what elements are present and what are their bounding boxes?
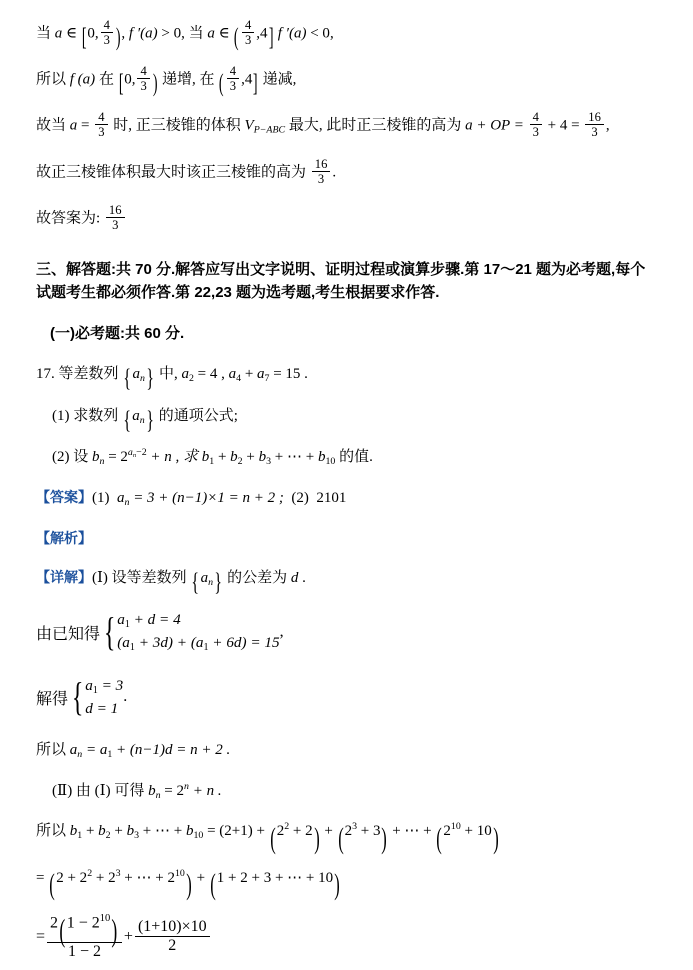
group-plus: + (192, 869, 209, 886)
fraction-4-3-e (95, 110, 107, 139)
seq-a-2: a (132, 407, 140, 424)
known-tail: , (279, 623, 284, 641)
numerator: 4 (244, 18, 252, 32)
answer-an-expr: = 3 + (n−1)×1 = n + 2 ; (129, 490, 284, 507)
plus-3: + (242, 449, 259, 466)
math-line-5 (36, 203, 651, 232)
text-increasing: 递增, 在 (158, 71, 219, 88)
section-heading: 三、解答题:共 70 分.解答应写出文字说明、证明过程或演算步骤.第 17～21 题为必考题,每个试题考生都必须作答.第 22,23 题为选考题,考生根据要求作答. (36, 260, 646, 302)
part-number-2: (2) (52, 449, 70, 466)
part1-text-2: 的通项公式; (154, 407, 238, 424)
t3-exp: 3 (352, 821, 357, 833)
paren-left-f1: ( (59, 911, 66, 948)
part2-b-exp: n (184, 780, 189, 792)
text-maximum: 最大, 此时正三棱锥的高为 (285, 117, 466, 134)
fraction-4-3-c (137, 64, 149, 93)
brace-left-3: { (191, 566, 200, 596)
question-17-part-2 (36, 446, 651, 470)
answer-line (36, 487, 651, 511)
plus-1: + (241, 366, 258, 383)
denominator: 3 (137, 78, 149, 93)
period-1: . (332, 164, 337, 181)
denominator: 3 (101, 32, 113, 47)
belongs-to-1: ∈ (66, 25, 78, 42)
exp-n: n (132, 452, 137, 460)
solve-case-2 (85, 698, 123, 720)
solve-case1-a: a (85, 676, 93, 694)
text-decreasing: 递减, (258, 71, 297, 88)
text-on-1: 在 (95, 71, 118, 88)
fraction-16-3-b (312, 157, 331, 186)
range-left-3: 0, (124, 71, 136, 88)
an-formula-line (36, 739, 651, 763)
bracket-left-2: ( (234, 22, 240, 52)
a4: a (228, 366, 237, 383)
sum-plus-3: + (320, 823, 337, 840)
question-17-stem (36, 363, 651, 393)
part-2-lead-line (36, 780, 651, 804)
frac-eq: = (36, 927, 46, 945)
an-rest: + (n−1)d = n + 2 . (112, 741, 231, 758)
a2: a (181, 366, 189, 383)
b10-sub: 10 (325, 456, 336, 468)
solve-case2: d = 1 (85, 699, 119, 717)
inequality-2: < 0 (310, 25, 330, 42)
paren-left-t3: ( (337, 821, 344, 855)
sum-b10: b (185, 823, 194, 840)
an-sub: n (77, 748, 83, 760)
brace-right-1: } (146, 363, 154, 393)
grouped-sum-line (36, 867, 651, 902)
section-heading-block (36, 258, 651, 305)
numerator (47, 911, 122, 948)
known-case-2 (117, 632, 279, 655)
fraction-16-3-a (585, 110, 604, 139)
var-a-1: a (54, 25, 63, 42)
sum-b1-sub: 1 (77, 830, 83, 842)
group-eq: = (36, 869, 49, 886)
a2-sub: 2 (188, 373, 194, 385)
detail-a-sub: n (208, 577, 214, 589)
analysis-line (36, 528, 651, 551)
solve-case-1 (85, 675, 123, 698)
text-therefore-1: 所以 (36, 71, 70, 88)
sum-eq: = (2+1) + (203, 823, 269, 840)
text-conclusion: 故正三棱锥体积最大时该正三棱锥的高为 (36, 164, 310, 181)
t3-base: 2 (344, 823, 353, 840)
solve-tail: . (123, 688, 128, 706)
function-f-a: f (a) (69, 71, 96, 88)
g1-a: 2 + 2 (56, 869, 88, 886)
denominator: 3 (530, 124, 542, 139)
part2-text-1: 设 (69, 449, 93, 466)
derivative-expr-1: f ′(a) (128, 25, 158, 42)
b-n: b (92, 449, 100, 466)
numerator: 4 (532, 110, 539, 125)
detail-intro-line (36, 566, 651, 596)
detail-a: a (200, 570, 209, 587)
fraction-4-3-a (101, 18, 113, 47)
sum-ellipsis: + ⋯ + (139, 823, 186, 840)
denominator: 3 (242, 32, 254, 47)
g2: 1 + 2 + 3 + ⋯ + 10 (216, 869, 334, 886)
var-a-2: a (207, 25, 215, 42)
separator-1: , (121, 25, 129, 42)
g1-exp2: 3 (115, 867, 121, 879)
known-case-1 (117, 609, 279, 632)
brace-left-1: { (123, 363, 132, 393)
solve-case1-rest: = 3 (97, 676, 124, 694)
t10-exp: 10 (450, 821, 461, 833)
inequality-1: > 0 (161, 25, 182, 42)
known-cases (117, 609, 279, 656)
answer-part-1-number: (1) (92, 490, 110, 507)
numerator: 4 (140, 64, 147, 79)
paren-left-t2: ( (269, 821, 276, 855)
sum-b2-sub: 2 (105, 830, 111, 842)
g1-b: + 2 (92, 869, 116, 886)
known-system-line (36, 609, 651, 656)
known-lead: 由已知得 (36, 625, 101, 643)
part2-b-tail: + n . (188, 782, 222, 799)
b1-sub: 1 (209, 456, 215, 468)
bracket-left-4: ( (219, 68, 224, 98)
b3: b (258, 449, 267, 466)
text-volume-lead: 时, 正三棱锥的体积 (109, 117, 245, 134)
denominator: 3 (585, 124, 604, 139)
bracket-left-3: [ (118, 68, 124, 98)
ellipsis-1: + ⋯ + (271, 449, 318, 466)
exponent-group-1 (128, 447, 147, 458)
detail-period: . (298, 570, 306, 587)
fraction-16-3-c (106, 203, 125, 232)
b10: b (317, 449, 326, 466)
paren-left-t10: ( (436, 821, 443, 855)
sum-lead: 所以 (36, 823, 70, 840)
plus-2: + (214, 449, 231, 466)
bracket-right-3: ) (152, 68, 158, 98)
derivative-expr-2: f ′(a) (277, 25, 307, 42)
t10-rest: + 10 (460, 823, 492, 840)
brace-right-3: } (214, 566, 223, 596)
exp-a: a (127, 447, 133, 459)
an-sub2: 1 (107, 748, 113, 760)
equals-2: = 2 (104, 449, 128, 466)
text-when-1: 当 (36, 25, 55, 42)
equals-1: = (77, 117, 94, 134)
comma-1: , (329, 25, 334, 42)
part2-b-eq: = 2 (160, 782, 185, 799)
an-a: a (69, 741, 78, 758)
volume-subscript: P−ABC (253, 124, 286, 136)
answer-tag: 【答案】 (36, 489, 92, 506)
denominator: 1 − 2 (47, 942, 122, 961)
brace-left-2: { (123, 404, 131, 434)
math-line-1 (36, 18, 651, 52)
range-left-1: 0, (87, 25, 99, 42)
frac1-exp: 10 (99, 912, 111, 924)
frac-plus: + (123, 927, 133, 945)
answer-part-2-number: (2) (291, 490, 309, 507)
comma-2: , (605, 117, 610, 134)
numerator: 16 (588, 110, 601, 125)
part2-text-2: 的值. (335, 449, 373, 466)
case1-a: a (117, 610, 125, 628)
bracket-left-1: [ (81, 22, 87, 52)
solve-case1-sub: 1 (92, 684, 98, 696)
frac1-inner: 1 − 2 (66, 914, 100, 932)
brace-system-2: { (71, 674, 84, 720)
case2-mid: + 3d) + (a (134, 634, 204, 652)
part1-text-1: 求数列 (69, 407, 123, 424)
denominator: 3 (106, 217, 125, 232)
numerator: 4 (103, 18, 110, 32)
belongs-to-2: ∈ (218, 25, 230, 42)
sum-b2: b (98, 823, 106, 840)
a4-sub: 4 (236, 373, 242, 385)
case2-rest: + 6d) = 15 (208, 634, 280, 652)
fraction-geometric (47, 913, 122, 961)
denominator: 3 (312, 171, 331, 186)
detail-d: d (290, 570, 299, 587)
denominator: 3 (227, 78, 239, 93)
paren-left-g2: ( (210, 868, 216, 902)
sum-b3-sub: 3 (134, 830, 140, 842)
denominator: 2 (135, 936, 210, 955)
solve-cases (85, 675, 123, 720)
b2: b (230, 449, 238, 466)
sum-b3: b (126, 823, 135, 840)
a2-value: = 4 , (193, 366, 229, 383)
analysis-tag: 【解析】 (36, 529, 92, 546)
fraction-4-3-d (227, 64, 239, 93)
numerator: 4 (229, 64, 237, 79)
volume-symbol: V (244, 117, 254, 134)
case2-a: (a (117, 634, 130, 652)
stem-text-1: 等差数列 (54, 366, 123, 383)
fraction-4-3-f (530, 110, 542, 139)
detail-intro-mid: 的公差为 (223, 570, 291, 587)
fraction-arithmetic (135, 918, 210, 955)
answer-an: a (117, 490, 125, 507)
a7-value: = 15 . (269, 366, 308, 383)
numerator: 16 (108, 202, 122, 217)
paren-right-t3: ) (381, 821, 388, 855)
paren-right-t10: ) (492, 821, 499, 855)
b2-sub: 2 (237, 456, 243, 468)
plus-n-1: + n , 求 (146, 449, 202, 466)
bracket-right-2: ] (268, 22, 274, 52)
math-line-3 (36, 110, 651, 139)
case2-sub2: 1 (203, 641, 209, 653)
detail-intro-text: (Ⅰ) 设等差数列 (92, 570, 191, 587)
range-right-2: ,4 (256, 25, 268, 42)
t2-exp: 2 (284, 821, 290, 833)
sum-plus-1: + (82, 823, 99, 840)
t2-base: 2 (276, 823, 285, 840)
a7-sub: 7 (264, 373, 270, 385)
paren-left-g1: ( (49, 868, 55, 902)
solve-lead: 解得 (36, 690, 69, 708)
t10-base: 2 (443, 823, 451, 840)
paren-right-g2: ) (334, 868, 340, 902)
part2-b: b (148, 782, 156, 799)
b1: b (201, 449, 210, 466)
answer-an-sub: n (124, 496, 130, 508)
sum-b1: b (69, 823, 78, 840)
an-lead: 所以 (36, 741, 70, 758)
range-right-4: ,4 (241, 71, 253, 88)
an-eq: = a (82, 741, 108, 758)
g1-exp3: 10 (174, 867, 185, 879)
sum-ellipsis-2: + ⋯ + (388, 823, 436, 840)
bracket-right-1: ) (115, 22, 121, 52)
part2-b-sub: n (155, 789, 161, 801)
height-expr: a + OP = (465, 117, 528, 134)
part-number-1: (1) (52, 407, 70, 424)
sum-expansion-line (36, 820, 651, 855)
stem-text-2: 中, (155, 366, 182, 383)
brace-right-2: } (146, 404, 154, 434)
case1-rest: + d = 4 (129, 610, 181, 628)
fraction-4-3-b (242, 18, 254, 47)
numerator: 4 (98, 110, 105, 125)
text-answer-is: 故答案为: (36, 210, 104, 227)
math-line-2 (36, 64, 651, 98)
g1-c: + ⋯ + 2 (120, 869, 175, 886)
t3-rest: + 3 (357, 823, 381, 840)
t2-rest: + 2 (289, 823, 313, 840)
sum-b10-sub: 10 (193, 830, 204, 842)
var-a-3: a (69, 117, 78, 134)
exp-rest: −2 (136, 447, 147, 459)
g1-exp1: 2 (87, 867, 93, 879)
fraction-sum-line (36, 913, 651, 961)
paren-right-g1: ) (186, 868, 192, 902)
paren-right-f1: ) (111, 911, 118, 948)
a7: a (257, 366, 265, 383)
brace-system-1: { (103, 609, 116, 655)
seq-a-sub: n (140, 373, 145, 385)
detail-tag: 【详解】 (36, 569, 92, 586)
sub-heading-required-questions: (一)必考题:共 60 分. (50, 325, 185, 343)
paren-right-t2: ) (313, 821, 320, 855)
case1-sub: 1 (124, 618, 130, 630)
seq-a-sub-2: n (139, 414, 145, 426)
math-line-4 (36, 157, 651, 186)
question-number: 17. (36, 366, 55, 383)
bracket-right-4: ] (253, 68, 258, 98)
text-therefore-2: 故当 (36, 117, 70, 134)
denominator: 3 (95, 124, 107, 139)
question-17-part-1 (36, 404, 651, 434)
part2-lead: (Ⅱ) 由 (Ⅰ) 可得 (52, 782, 149, 799)
numerator: (1+10)×10 (137, 918, 207, 936)
numerator: 16 (314, 156, 328, 171)
sum-plus-2: + (110, 823, 127, 840)
solve-system-line (36, 675, 651, 720)
case2-sub: 1 (129, 641, 135, 653)
b3-sub: 3 (266, 456, 272, 468)
seq-a: a (132, 366, 141, 383)
answer-part-2-value: 2101 (316, 490, 347, 507)
plus-four: + 4 = (543, 117, 584, 134)
frac1-coef: 2 (50, 914, 59, 932)
b-n-sub: n (99, 456, 105, 468)
text-when-2: , 当 (181, 25, 208, 42)
